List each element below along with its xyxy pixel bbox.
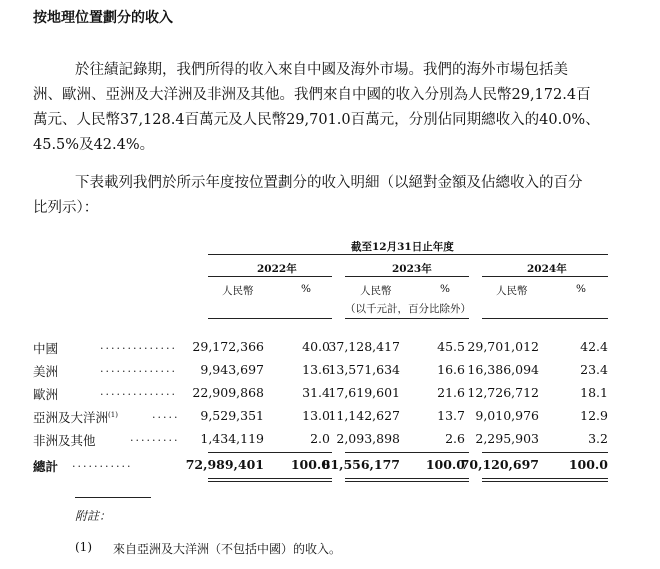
period-header: 截至12月31日止年度 (351, 241, 454, 253)
total-top-rule-2024 (482, 452, 608, 453)
cell-2024-percent: 42.4 (580, 339, 608, 354)
header-bottom-rule-2022 (208, 318, 332, 319)
leader-dots: .............. (100, 339, 177, 352)
cell-2023-amount: 2,093,898 (336, 431, 400, 446)
row-label: 歐洲 (33, 387, 59, 402)
leader-dots: ......... (130, 431, 180, 444)
cell-2023-amount: 17,619,601 (328, 385, 400, 400)
cell-2024-amount: 16,386,094 (467, 362, 539, 377)
section-heading: 按地理位置劃分的收入 (33, 10, 173, 26)
total-double-rule-2024-a (482, 478, 608, 479)
cell-2023-percent: 16.6 (437, 362, 465, 377)
cell-2023-percent: 21.6 (437, 385, 465, 400)
year-header-2022: 2022年 (257, 263, 297, 275)
table-row-china (0, 339, 660, 361)
leader-dots: .............. (100, 362, 177, 375)
row-label: 美洲 (33, 364, 59, 379)
total-double-rule-2023-b (345, 481, 469, 482)
cell-2022-amount: 9,943,697 (200, 362, 264, 377)
cell-2024-amount: 9,010,976 (475, 408, 539, 423)
row-label: 中國 (33, 341, 59, 356)
cell-2022-amount: 9,529,351 (200, 408, 264, 423)
unit-note: （以千元計，百分比除外） (345, 303, 471, 315)
year-header-2024: 2024年 (527, 263, 567, 275)
note-marker: (1) (75, 540, 92, 554)
total-double-rule-2022-a (208, 478, 332, 479)
table-row-africa-others (0, 431, 660, 453)
paragraph-line: 於往績記錄期，我們所得的收入來自中國及海外市場。我們的海外市場包括美 (75, 62, 568, 78)
footnote-marker: (1) (108, 410, 118, 419)
table-row-asia-oceania (0, 408, 660, 430)
cell-2024-percent: 23.4 (580, 362, 608, 377)
cell-2024-amount: 2,295,903 (475, 431, 539, 446)
paragraph-line: 下表載列我們於所示年度按位置劃分的收入明細（以絕對金額及佔總收入的百分 (75, 175, 583, 191)
cell-2022-amount: 72,989,401 (185, 457, 264, 472)
cell-2024-amount: 29,701,012 (467, 339, 539, 354)
row-label: 亞洲及大洋洲 (33, 410, 109, 425)
cell-2022-percent: 2.0 (310, 431, 330, 446)
year-header-2023: 2023年 (392, 263, 432, 275)
header-bottom-rule-2024 (482, 318, 608, 319)
total-top-rule-2023 (345, 452, 469, 453)
leader-dots: ........... (72, 457, 133, 470)
cell-2024-percent: 3.2 (588, 431, 608, 446)
year-rule-2023 (345, 276, 469, 277)
cell-2023-amount: 81,556,177 (321, 457, 400, 472)
total-double-rule-2023-a (345, 478, 469, 479)
cell-2023-amount: 37,128,417 (328, 339, 400, 354)
table-row-total (0, 457, 660, 479)
col-currency-2022: 人民幣 (222, 285, 254, 297)
leader-dots: .............. (100, 385, 177, 398)
row-label-group (33, 408, 118, 426)
paragraph-table-intro (33, 171, 583, 221)
paragraph-line: 45.5%及42.4%。 (33, 137, 155, 153)
cell-2022-amount: 22,909,868 (192, 385, 264, 400)
total-top-rule-2022 (208, 452, 332, 453)
cell-2024-percent: 12.9 (580, 408, 608, 423)
cell-2023-percent: 2.6 (445, 431, 465, 446)
col-currency-2024: 人民幣 (496, 285, 528, 297)
row-label: 總計 (33, 459, 59, 474)
year-rule-2022 (208, 276, 332, 277)
paragraph-line: 洲、歐洲、亞洲及大洋洲及非洲及其他。我們來自中國的收入分別為人民幣29,172.4百 (33, 87, 591, 103)
cell-2022-amount: 29,172,366 (192, 339, 264, 354)
col-percent-2024: % (576, 283, 586, 295)
paragraph-line: 萬元、人民幣37,128.4百萬元及人民幣29,701.0百萬元，分別佔同期總收入的40.0%、 (33, 112, 600, 128)
col-percent-2022: % (301, 283, 311, 295)
cell-2024-amount: 12,726,712 (467, 385, 539, 400)
cell-2024-amount: 70,120,697 (460, 457, 539, 472)
paragraph-revenue-summary (33, 58, 600, 158)
cell-2024-percent: 100.0 (568, 457, 608, 472)
table-row-americas (0, 362, 660, 384)
col-percent-2023: % (440, 283, 450, 295)
notes-title: 附註： (75, 509, 112, 523)
leader-dots: ..... (152, 408, 180, 421)
cell-2022-percent: 13.0 (302, 408, 330, 423)
cell-2022-amount: 1,434,119 (200, 431, 264, 446)
cell-2022-percent: 31.4 (302, 385, 330, 400)
cell-2022-percent: 13.6 (302, 362, 330, 377)
cell-2023-amount: 11,142,627 (328, 408, 400, 423)
cell-2023-percent: 13.7 (437, 408, 465, 423)
cell-2022-percent: 100.0 (290, 457, 330, 472)
cell-2023-amount: 13,571,634 (328, 362, 400, 377)
cell-2022-percent: 40.0 (302, 339, 330, 354)
row-label: 非洲及其他 (33, 433, 96, 448)
total-double-rule-2022-b (208, 481, 332, 482)
total-double-rule-2024-b (482, 481, 608, 482)
header-bottom-rule-2023 (345, 318, 469, 319)
table-row-europe (0, 385, 660, 407)
col-currency-2023: 人民幣 (360, 285, 392, 297)
notes-separator (75, 497, 151, 498)
note-text: 來自亞洲及大洋洲（不包括中國）的收入。 (113, 542, 342, 556)
paragraph-line: 比列示）： (33, 200, 99, 216)
cell-2023-percent: 100.0 (425, 457, 465, 472)
cell-2024-percent: 18.1 (580, 385, 608, 400)
period-rule (208, 254, 608, 255)
year-rule-2024 (482, 276, 608, 277)
cell-2023-percent: 45.5 (437, 339, 465, 354)
